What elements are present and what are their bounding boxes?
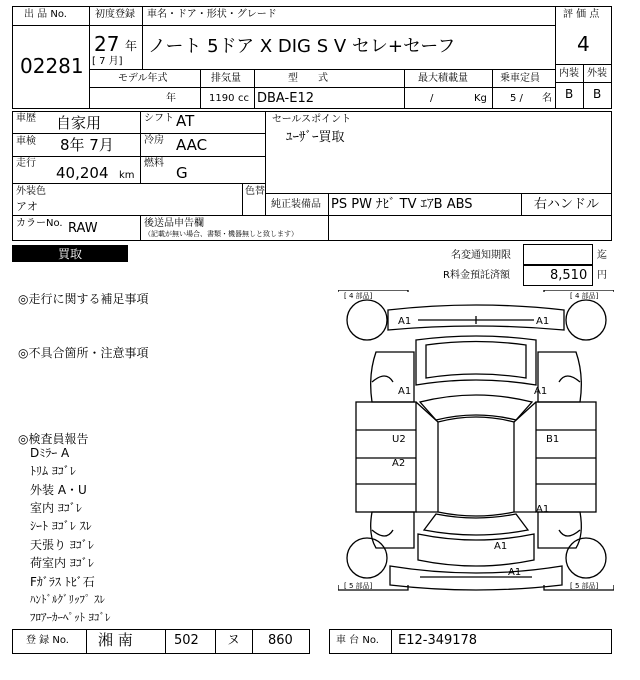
- rear-gate: [418, 534, 534, 566]
- tire-label-rl: [ 5 部品]: [344, 582, 373, 590]
- inspector-item: 外装 A・U: [30, 483, 87, 497]
- history-label: 車歴: [16, 113, 36, 124]
- history-value: 自家用: [56, 114, 102, 132]
- registration-number-label: 登 録 No.: [26, 635, 69, 646]
- fuel-value: G: [176, 164, 188, 182]
- lot-label: 出 品 No.: [24, 9, 67, 20]
- shift-label: シフト: [144, 113, 174, 124]
- tire-label-fr: [ 4 部品]: [570, 292, 599, 300]
- registration-month: [ 7 月]: [92, 56, 123, 67]
- plate-kana: ヌ: [227, 633, 241, 648]
- interior-score: B: [565, 87, 574, 101]
- damage-mark: A1: [536, 504, 550, 515]
- color-number-label: カラーNo.: [16, 218, 63, 229]
- ac-value: AAC: [176, 136, 208, 154]
- model-year-unit: 年: [166, 93, 176, 104]
- inspector-item: ﾌﾛｱｰｶｰﾍﾟｯﾄ ﾖｺﾞﾚ: [30, 611, 111, 624]
- inspector-item: 荷室内 ﾖｺﾞﾚ: [30, 556, 94, 570]
- recolor-label: 色替: [245, 186, 265, 197]
- driving-notes-label: ◎走行に関する補足事項: [18, 292, 149, 306]
- exterior-color-label: 外装色: [16, 186, 46, 197]
- damage-mark: A2: [392, 458, 406, 469]
- recycle-label: R料金預託済額: [443, 270, 510, 281]
- inspection-label: 車検: [16, 136, 36, 147]
- mileage-label: 走行: [16, 158, 36, 169]
- aftermarket-label: 後送品申告欄: [144, 218, 204, 229]
- aftermarket-note: （記載が無い場合、書類・機器無しと致します）: [144, 230, 298, 238]
- displacement-label: 排気量: [211, 73, 241, 84]
- shift-value: AT: [176, 112, 195, 130]
- equipment-label: 純正装備品: [271, 199, 321, 210]
- exterior-score: B: [593, 87, 602, 101]
- tire-label-fl: [ 4 部品]: [344, 292, 373, 300]
- name-change-box: [523, 244, 593, 265]
- model-year-label: モデル年式: [118, 73, 168, 84]
- rear-bumper: [390, 566, 562, 590]
- displacement-value: 1190: [209, 93, 235, 104]
- rear-right-tire: [566, 538, 606, 578]
- right-side-panel: [536, 402, 596, 512]
- plate-region: 湘 南: [98, 631, 133, 649]
- color-number-row: [12, 215, 612, 241]
- max-load-unit: Kg: [474, 93, 487, 104]
- damage-mark: A1: [508, 567, 522, 578]
- left-side-panel: [356, 402, 416, 512]
- model-type: DBA-E12: [257, 91, 314, 106]
- max-load-value: /: [430, 93, 434, 104]
- displacement-unit: cc: [238, 93, 249, 104]
- tire-label-rr: [ 5 部品]: [570, 582, 599, 590]
- plate-number: 860: [268, 633, 293, 648]
- registration-year-unit: 年: [125, 39, 138, 53]
- inspector-item: ｼｰﾄ ﾖｺﾞﾚ ｽﾚ: [30, 519, 92, 533]
- inspector-item: 天張り ﾖｺﾞﾚ: [30, 538, 94, 552]
- damage-mark: A1: [494, 541, 508, 552]
- inspector-item: ﾊﾝﾄﾞﾙｸﾞﾘｯﾌﾟ ｽﾚ: [30, 593, 105, 606]
- lot-number: 02281: [20, 54, 84, 78]
- car-name: ノート 5ドア X DIG S V セレ+セーフ: [148, 36, 456, 57]
- interior-score-label: 内装: [559, 68, 579, 79]
- ac-label: 冷房: [144, 135, 164, 146]
- inspector-report-label: ◎検査員報告: [18, 432, 89, 446]
- recycle-value: 8,510: [550, 268, 588, 283]
- inspector-item: Fｶﾞﾗｽ ﾄﾋﾞ石: [30, 575, 95, 589]
- inspection-value: 8年 7月: [60, 136, 114, 154]
- car-damage-diagram: [338, 290, 614, 599]
- capacity-value: 5 /: [510, 93, 523, 104]
- damage-mark: U2: [392, 434, 406, 445]
- exterior-score-label: 外装: [587, 68, 607, 79]
- score-value: 4: [577, 32, 590, 56]
- model-type-label: 型 式: [288, 73, 328, 84]
- damage-mark: A1: [534, 386, 548, 397]
- registration-label: 初度登録: [95, 9, 135, 20]
- sales-point-value: ﾕｰｻﾞｰ買取: [286, 130, 345, 145]
- plate-class: 502: [174, 633, 199, 648]
- damage-mark: A1: [398, 386, 412, 397]
- score-label: 評 価 点: [563, 9, 600, 20]
- exterior-color-value: アオ: [16, 200, 38, 213]
- inspector-item: ﾄﾘﾑ ﾖｺﾞﾚ: [30, 464, 76, 478]
- rear-glass: [424, 514, 528, 535]
- front-right-tire: [566, 300, 606, 340]
- color-number-value: RAW: [68, 221, 98, 236]
- defects-notes-label: ◎不具合箇所・注意事項: [18, 346, 149, 360]
- chassis-number: E12-349178: [398, 633, 478, 648]
- details-left-grid: [12, 111, 266, 216]
- registration-year: 27: [94, 32, 120, 56]
- max-load-label: 最大積載量: [418, 73, 468, 84]
- fuel-label: 燃料: [144, 158, 164, 169]
- damage-mark: A1: [398, 316, 412, 327]
- equipment-value: PS PW ﾅﾋﾞ TV ｴｱB ABS: [331, 197, 473, 212]
- front-left-tire: [347, 300, 387, 340]
- rear-left-tire: [347, 538, 387, 578]
- mileage-unit: km: [119, 170, 135, 181]
- chassis-number-label: 車 台 No.: [336, 635, 379, 646]
- sales-point-label: セールスポイント: [272, 114, 352, 125]
- damage-mark: B1: [546, 434, 560, 445]
- damage-mark: A1: [536, 316, 550, 327]
- name-change-suffix: 迄: [597, 250, 607, 261]
- inspector-item: 室内 ﾖｺﾞﾚ: [30, 501, 82, 515]
- car-name-label: 車名・ドア・形状・グレード: [147, 9, 277, 20]
- steering-value: 右ハンドル: [534, 197, 600, 212]
- mileage-value: 40,204: [56, 164, 109, 182]
- capacity-label: 乗車定員: [500, 73, 540, 84]
- recycle-unit: 円: [597, 270, 607, 281]
- buy-badge: 買取: [12, 245, 128, 262]
- name-change-label: 名変通知期限: [451, 250, 511, 261]
- windshield: [420, 395, 532, 420]
- capacity-unit: 名: [542, 93, 552, 104]
- inspector-item: Dﾐﾗｰ A: [30, 446, 70, 460]
- roof: [438, 417, 514, 516]
